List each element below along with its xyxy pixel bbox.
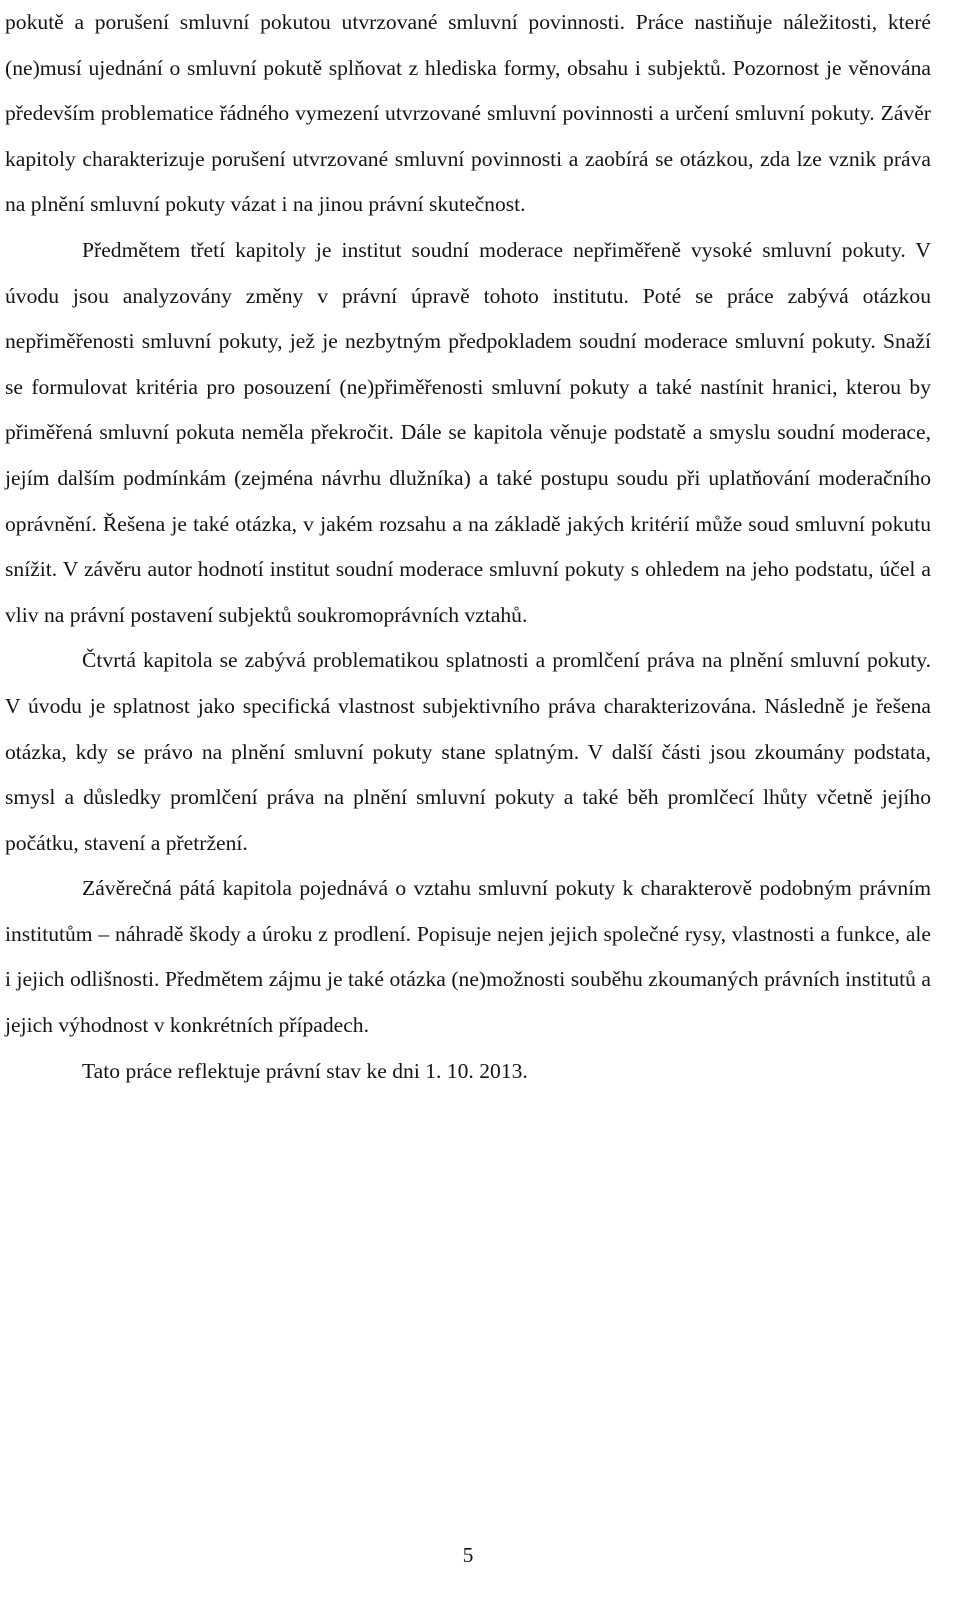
paragraph-continuation: pokutě a porušení smluvní pokutou utvrzované smluvní povinnosti. Práce nastiňuje náležitosti, které (ne)musí ujednání o smluvní pokutě splňovat z hlediska formy, obsahu i subjektů. Pozornost je věnována především problematice řádného vymezení utvrzované smluvní povinnosti a určení smluvní pokuty. Závěr kapitoly charakterizuje porušení utvrzované smluvní povinnosti a zaobírá se otázkou, zda lze vznik práva na plnění smluvní pokuty vázat i na jinou právní skutečnost.	[5, 10, 931, 217]
paragraph-legal-state: Tato práce reflektuje právní stav ke dni 1. 10. 2013.	[82, 1058, 528, 1083]
paragraph-chapter-3: Předmětem třetí kapitoly je institut soudní moderace nepřiměřeně vysoké smluvní pokuty. V úvodu jsou analyzovány změny v právní úpravě tohoto institutu. Poté se práce zabývá otázkou nepřiměřenosti smluvní pokuty, jež je nezbytným předpokladem soudní moderace smluvní pokuty. Snaží se formulovat kritéria pro posouzení (ne)přiměřenosti smluvní pokuty a také nastínit hranici, kterou by přiměřená smluvní pokuta neměla překročit. Dále se kapitola věnuje podstatě a smyslu soudní moderace, jejím dalším podmínkám (zejména návrhu dlužníka) a také postupu soudu při uplatňování moderačního oprávnění. Řešena je také otázka, v jakém rozsahu a na základě jakých kritérií může soud smluvní pokutu snížit. V závěru autor hodnotí institut soudní moderace smluvní pokuty s ohledem na jeho podstatu, účel a vliv na právní postavení subjektů soukromoprávních vztahů.	[5, 237, 931, 627]
paragraph-chapter-5: Závěrečná pátá kapitola pojednává o vztahu smluvní pokuty k charakterově podobným právním institutům – náhradě škody a úroku z prodlení. Popisuje nejen jejich společné rysy, vlastnosti a funkce, ale i jejich odlišnosti. Předmětem zájmu je také otázka (ne)možnosti souběhu zkoumaných právních institutů a jejich výhodnost v konkrétních případech.	[5, 876, 931, 1038]
paragraph-chapter-4: Čtvrtá kapitola se zabývá problematikou splatnosti a promlčení práva na plnění smluvní pokuty. V úvodu je splatnost jako specifická vlastnost subjektivního práva charakterizována. Následně je řešena otázka, kdy se právo na plnění smluvní pokuty stane splatným. V další části jsou zkoumány podstata, smysl a důsledky promlčení práva na plnění smluvní pokuty a také běh promlčecí lhůty včetně jejího počátku, stavení a přetržení.	[5, 648, 931, 855]
page-number: 5	[462, 1543, 474, 1567]
body-text	[5, 0, 931, 1094]
